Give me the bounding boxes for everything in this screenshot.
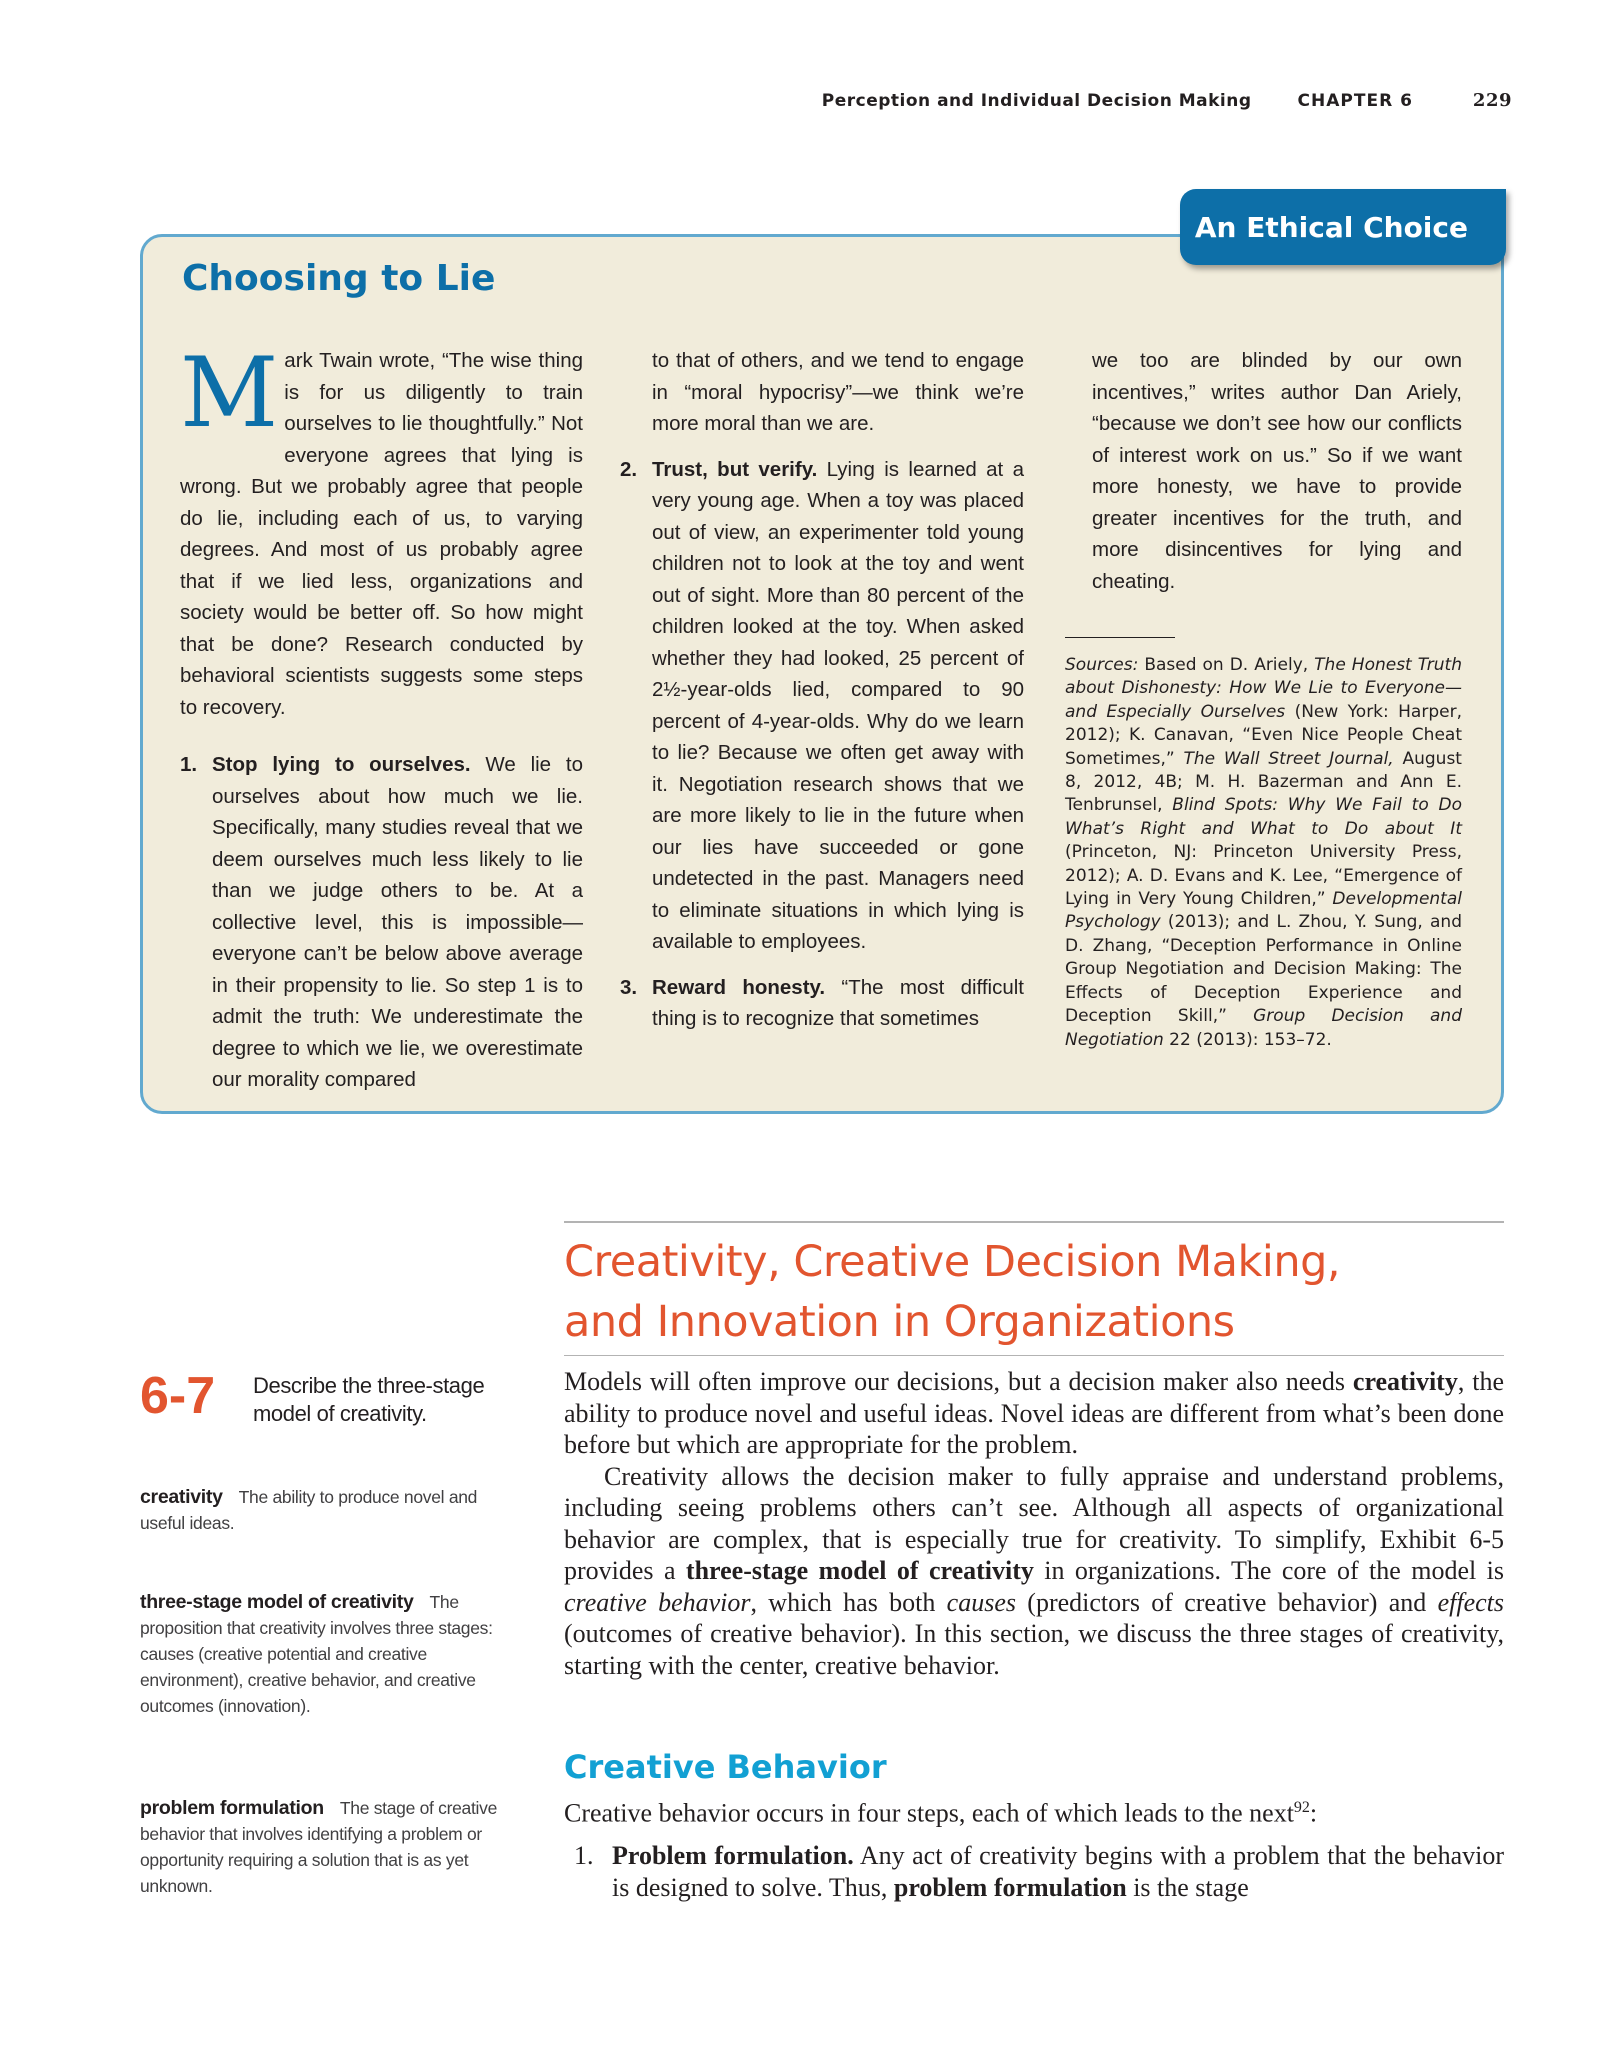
emphasis: causes (946, 1587, 1016, 1617)
sources-italic: Blind Spots: Why We Fail to Do What’s Right and What to Do about It (1065, 795, 1463, 839)
text: in organizations. The core of the model is (1033, 1556, 1504, 1585)
sources-italic: The Wall Street Journal, (1183, 748, 1394, 769)
text: Creative behavior occurs in four steps, each of which leads to the next (564, 1798, 1294, 1828)
list-item (564, 1840, 1504, 1903)
sources-text: (2013); and L. Zhou, Y. Sung, and D. Zhang, “Deception Performance in Online Group Negotiation and Decision Making: The Effects of Deception Experience and Deception Skill,” (1065, 912, 1462, 1027)
text: : (1309, 1798, 1318, 1828)
drop-cap: M (180, 337, 279, 449)
section-title-line: Creativity, Creative Decision Making, (564, 1237, 1341, 1287)
step-text: Lying is learned at a very young age. When a toy was placed out of view, an experimenter told young children not to look at the toy and went out of sight. More than 80 percent of the children looked at the toy. When asked whether they had looked, 25 percent of 2½-year-olds lied, compared to 90 percent of 4-year-olds. Why do we learn to lie? Because we often get away with it. Negotiation research shows that we are more likely to lie in the future when our lies have succeeded or gone undetected in the past. Managers need to eliminate situations in which lying is available to employees. (652, 457, 1024, 953)
step-text: We lie to ourselves about how much we lie. Specifically, many studies reveal that we deem ourselves much less likely to lie than we judge others to be. At a collective level, this is impossible—everyone can’t be below above average in their propensity to lie. So step 1 is to admit the truth: We underestimate the degree to which we lie, we overestimate our morality compared (212, 753, 583, 1091)
subsection-heading: Creative Behavior (564, 1748, 887, 1786)
step-lead: Stop lying to ourselves. (212, 753, 471, 776)
item-number: 1. (574, 1841, 594, 1870)
steps-list (620, 454, 1024, 1035)
sources-text: (Princeton, NJ: Princeton University Press, 2012); A. D. Evans and K. Lee, “Emergence of Lying in Very Young Children,” (1065, 842, 1462, 910)
running-head (700, 90, 1512, 111)
text: Models will often improve our decisions, but a decision maker also needs (564, 1367, 1353, 1396)
ethical-choice-tab: An Ethical Choice (1180, 189, 1506, 265)
sources-italic: Group Decision and Negotiation (1065, 1006, 1462, 1050)
learning-objective-text: Describe the three-stage model of creativity. (253, 1373, 485, 1426)
step-number: 1. (180, 753, 198, 776)
list-item (620, 454, 1024, 958)
box-column-3 (1065, 345, 1463, 1052)
text: Any act of creativity begins with a problem that the behavior is designed to solve. Thus, (612, 1841, 1505, 1902)
glossary-entry (140, 1589, 520, 1719)
key-term: three-stage model of creativity (685, 1556, 1034, 1585)
section-title (564, 1232, 1504, 1352)
paragraph (564, 1366, 1504, 1461)
text: (outcomes of creative behavior). In this section, we discuss the three stages of creativity, starting with the center, creative behavior. (564, 1619, 1504, 1680)
box-column-2 (620, 345, 1024, 1035)
page-number: 229 (1472, 90, 1512, 111)
chapter-label: CHAPTER 6 (1297, 91, 1413, 111)
glossary-definition: The proposition that creativity involves three stages: causes (creative potential and creative environment), creative behavior, and creative outcomes (innovation). (140, 1592, 493, 1716)
learning-objective-number: 6-7 (140, 1367, 216, 1425)
text: is the stage (1126, 1872, 1249, 1902)
steps-list (180, 749, 583, 1096)
step-continuation: we too are blinded by our own incentives,” writes author Dan Ariely, “because we don’t see how our conflicts of interest work on us.” So if we want more honesty, we have to provide greater incentives for the truth, and more disincentives for lying and cheating. (1092, 349, 1462, 593)
sources-italic: Developmental Psychology (1065, 889, 1462, 933)
sources-note (1065, 654, 1462, 1052)
list-item (620, 972, 1024, 1035)
section-title-line: and Innovation in Organizations (564, 1297, 1235, 1347)
section-rule-top (564, 1221, 1504, 1223)
sources-label: Sources: (1065, 655, 1139, 675)
glossary-term: three-stage model of creativity (140, 1591, 414, 1613)
paragraph (564, 1792, 1504, 1829)
glossary-definition: The ability to produce novel and useful ideas. (140, 1487, 478, 1533)
step-lead: Reward honesty. (652, 975, 826, 999)
text: , which has both (750, 1587, 947, 1617)
glossary-entry (140, 1484, 520, 1536)
key-term: problem formulation (893, 1872, 1127, 1902)
glossary-term: creativity (140, 1486, 223, 1508)
list-item (180, 749, 583, 1096)
text: Creativity allows the decision maker to fully appraise and understand problems, including seeing problems others can’t see. Although all aspects of organizational behavior are complex, that is especially true for creativity. To simplify, Exhibit 6-5 provides a (564, 1461, 1504, 1585)
sources-italic: The Honest Truth about Dishonesty: How We Lie to Everyone—and Especially Ourselves (1065, 655, 1462, 722)
intro-text: ark Twain wrote, “The wise thing is for us diligently to train ourselves to lie thoughtfully.” Not everyone agrees that lying is wrong. But we probably agree that people do lie, including each of us, to varying degrees. And most of us probably agree that if we lied less, organizations and society would be better off. So how might that be done? Research conducted by behavioral scientists suggests some steps to recovery. (180, 349, 583, 719)
emphasis: creative behavior (564, 1587, 751, 1617)
step-text: “The most difficult thing is to recognize that sometimes (652, 975, 1024, 1030)
sources-rule (1065, 637, 1175, 638)
glossary-definition: The stage of creative behavior that involves identifying a problem or opportunity requiring a solution that is as yet unknown. (140, 1798, 498, 1896)
item-lead: Problem formulation. (612, 1841, 854, 1870)
running-head-title: Perception and Individual Decision Making (821, 91, 1252, 111)
step-lead: Trust, but verify. (652, 457, 818, 481)
text: , the ability to produce novel and useful ideas. Novel ideas are different from what’s been done before but which are appropriate for the problem. (564, 1367, 1505, 1459)
footnote-ref: 92 (1293, 1799, 1310, 1816)
step-number: 3. (620, 975, 638, 999)
numbered-list (564, 1840, 1504, 1903)
box-column-1 (180, 337, 583, 1096)
sources-text: 22 (2013): 153–72. (1163, 1029, 1332, 1050)
section-rule-bottom (564, 1355, 1504, 1356)
body-text (564, 1792, 1504, 1829)
box-title: Choosing to Lie (182, 258, 496, 299)
key-term: creativity (1352, 1367, 1458, 1396)
text: (predictors of creative behavior) and (1016, 1587, 1438, 1617)
paragraph (564, 1461, 1504, 1682)
sources-text: (New York: Harper, 2012); K. Canavan, “Even Nice People Cheat Sometimes,” (1065, 701, 1462, 769)
sources-text: August 8, 2012, 4B; M. H. Bazerman and Ann E. Tenbrunsel, (1065, 748, 1462, 816)
glossary-entry (140, 1795, 520, 1899)
step-number: 2. (620, 457, 638, 481)
emphasis: effects (1437, 1587, 1504, 1617)
step-continuation: to that of others, and we tend to engage in “moral hypocrisy”—we think we’re more moral than we are. (652, 349, 1024, 435)
glossary-term: problem formulation (140, 1797, 324, 1819)
body-text (564, 1366, 1504, 1681)
sources-text: Based on D. Ariely, (1138, 655, 1315, 675)
intro-paragraph (180, 337, 583, 723)
